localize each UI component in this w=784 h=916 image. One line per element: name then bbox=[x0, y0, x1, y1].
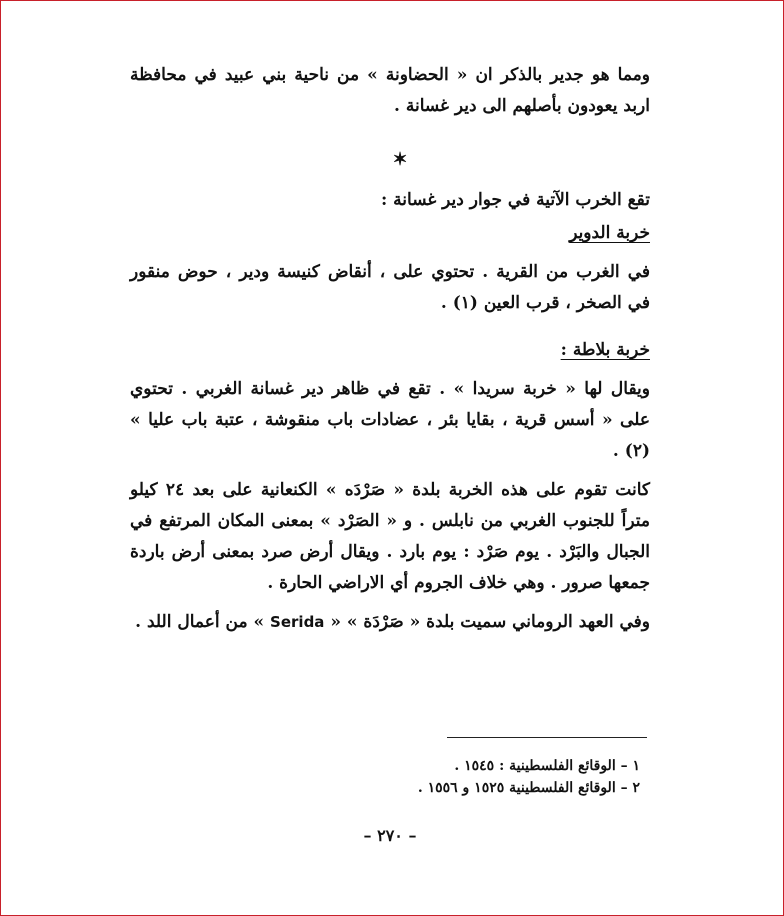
page-number: – ٢٧٠ – bbox=[363, 826, 417, 845]
section-title-khirbet-duwair: خربة الدوير bbox=[569, 223, 650, 243]
section-text-khirbet-duwair: في الغرب من القرية . تحتوي على ، أنقاض كنيسة ودير ، حوض منقور في الصخر ، قرب العين (١) . bbox=[130, 262, 650, 313]
paragraph-roman-era bbox=[130, 607, 650, 638]
section-text-khirbet-balata: ويقال لها « خربة سريدا » . تقع في ظاهر دير غسانة الغربي . تحتوي على « أسس قرية ، بقايا بئر ، عضادات باب منقوشة ، عتبة باب عليا » (٢) . bbox=[130, 379, 650, 461]
footnote-1: ١ – الوقائع الفلسطينية : ١٥٤٥ . bbox=[454, 758, 640, 774]
paragraph-sarda: كانت تقوم على هذه الخربة بلدة « صَرْدَه » الكنعانية على بعد ٢٤ كيلو متراً للجنوب الغربي من نابلس . و « الصَرْد » بمعنى المكان المرتفع في الجبال والبَرْد . يوم صَرْد : يوم بارد . ويقال أرض صرد بمعنى أرض باردة جمعها صرور . وهي خلاف الجروم أي الاراضي الحارة . bbox=[130, 480, 650, 593]
roman-era-text-end: » من أعمال اللد . bbox=[135, 612, 265, 632]
footnote-divider bbox=[447, 737, 647, 738]
section-title-khirbet-balata: خربة بلاطة : bbox=[560, 340, 650, 360]
document-body bbox=[130, 60, 650, 638]
ruins-intro-heading: تقع الخرب الآتية في جوار دير غسانة : bbox=[380, 190, 650, 210]
latin-name-serida: Serida bbox=[270, 613, 325, 631]
star-divider-icon: ✶ bbox=[392, 149, 408, 170]
intro-paragraph: ومما هو جدير بالذكر ان « الحضاونة » من ناحية بني عبيد في محافظة اربد يعودون بأصلهم الى دير غسانة . bbox=[130, 65, 650, 116]
footnotes bbox=[300, 755, 640, 799]
roman-era-text-start: وفي العهد الروماني سميت بلدة « صَرْدَة » « bbox=[330, 612, 650, 632]
footnote-2: ٢ – الوقائع الفلسطينية ١٥٢٥ و ١٥٥٦ . bbox=[417, 780, 640, 796]
